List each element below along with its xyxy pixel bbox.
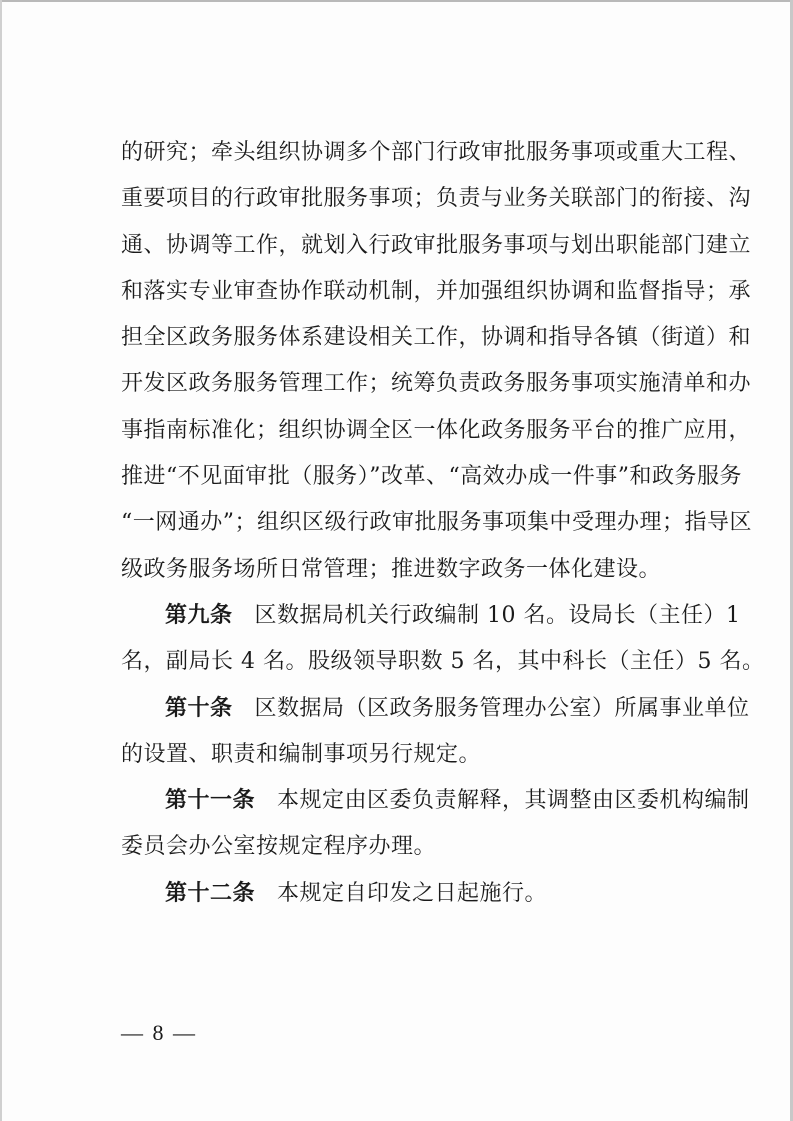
- article-10-text: 区数据局（区政务服务管理办公室）所属事业单位: [254, 695, 750, 721]
- page-number: — 8 —: [121, 1020, 197, 1045]
- scan-edge-left: [0, 0, 2, 1121]
- article-9-label: 第九条: [165, 602, 233, 628]
- article-9-line-2: 名，副局长 4 名。股级领导职数 5 名，其中科长（主任）5 名。: [121, 649, 765, 675]
- article-12-line-1: [121, 871, 711, 917]
- text-line: 级政务服务场所日常管理；推进数字政务一体化建设。: [121, 556, 662, 582]
- article-11-label: 第十一条: [165, 788, 256, 814]
- article-12-text: 本规定自印发之日起施行。: [277, 880, 548, 906]
- article-10-line-1: [121, 686, 750, 732]
- text-line: 推进“不见面审批（服务）”改革、“高效办成一件事”和政务服务: [121, 464, 742, 490]
- text-line: 的研究；牵头组织协调多个部门行政审批服务事项或重大工程、: [121, 140, 752, 165]
- text-line: 和落实专业审查协作联动机制，并加强组织协调和监督指导；承: [121, 278, 752, 304]
- article-11-line-2: 委员会办公室按规定程序办理。: [121, 834, 437, 860]
- text-line: 通、协调等工作，就划入行政审批服务事项与划出职能部门建立: [121, 232, 752, 258]
- text-line: 重要项目的行政审批服务事项；负责与业务关联部门的衔接、沟: [121, 186, 752, 212]
- article-10-label: 第十条: [165, 695, 233, 721]
- document-body: [121, 130, 765, 917]
- article-10-line-2: 的设置、职责和编制事项另行规定。: [121, 741, 482, 767]
- scan-edge-top: [0, 0, 793, 2]
- text-line: 担全区政务服务体系建设相关工作，协调和指导各镇（街道）和: [121, 325, 752, 351]
- article-12-label: 第十二条: [165, 880, 256, 906]
- article-11-line-1: [121, 778, 750, 824]
- text-line: “一网通办”；组织区级行政审批服务事项集中受理办理；指导区: [121, 510, 752, 536]
- article-9-line-1: [121, 593, 741, 639]
- text-line: 事指南标准化；组织协调全区一体化政务服务平台的推广应用，: [121, 417, 752, 443]
- article-9-text: 区数据局机关行政编制 10 名。设局长（主任）1: [254, 602, 741, 628]
- article-11-text: 本规定由区委负责解释，其调整由区委机构编制: [277, 788, 750, 814]
- text-line: 开发区政务服务管理工作；统筹负责政务服务事项实施清单和办: [121, 371, 752, 397]
